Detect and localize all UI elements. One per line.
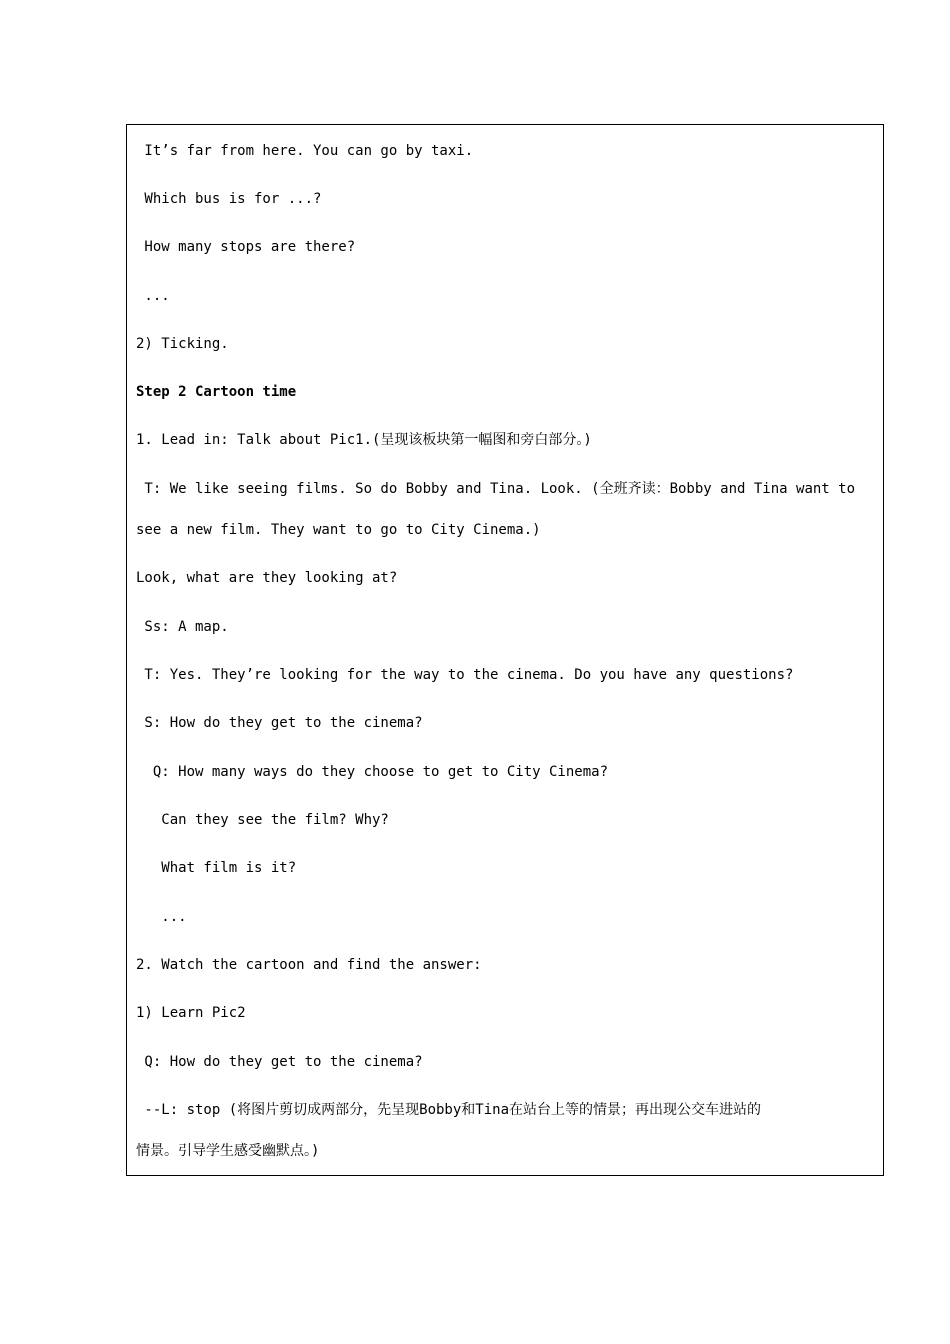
text-line-looking-at: Look, what are they looking at?	[136, 570, 398, 586]
text-line-question-ways: Q: How many ways do they choose to get to City Cinema?	[136, 764, 609, 780]
text-line-watch-cartoon: 2. Watch the cartoon and find the answer:	[136, 957, 482, 973]
text-line-stop-note: --L: stop (将图片剪切成两部分，先呈现Bobby和Tina在站台上等的情景；再出现公交车进站的	[136, 1102, 762, 1118]
step-heading: Step 2 Cartoon time	[136, 384, 297, 400]
text-line-teacher-films: T: We like seeing films. So do Bobby and Tina. Look. (全班齐读：Bobby and Tina want to	[136, 481, 856, 497]
text-line-how-get: S: How do they get to the cinema?	[136, 715, 423, 731]
text-line-learn-pic2: 1) Learn Pic2	[136, 1005, 246, 1021]
text-line-question-get: Q: How do they get to the cinema?	[136, 1054, 423, 1070]
text-line-see-film: Can they see the film? Why?	[136, 812, 389, 828]
text-line-taxi: It’s far from here. You can go by taxi.	[136, 143, 474, 159]
text-line-city-cinema: see a new film. They want to go to City Cinema.)	[136, 522, 541, 538]
text-line-what-film: What film is it?	[136, 860, 297, 876]
text-line-lead-in: 1. Lead in: Talk about Pic1.(呈现该板块第一幅图和旁白部分。)	[136, 432, 592, 448]
text-line-how-many-stops: How many stops are there?	[136, 239, 356, 255]
text-line-ticking: 2) Ticking.	[136, 336, 229, 352]
text-line-humor-note: 情景。引导学生感受幽默点。)	[136, 1143, 320, 1159]
text-line-a-map: Ss: A map.	[136, 619, 229, 635]
text-line-looking-for-way: T: Yes. They’re looking for the way to the cinema. Do you have any questions?	[136, 667, 794, 683]
text-line-which-bus: Which bus is for ...?	[136, 191, 322, 207]
text-line-ellipsis-2: ...	[136, 909, 187, 925]
text-line-ellipsis-1: ...	[136, 288, 170, 304]
